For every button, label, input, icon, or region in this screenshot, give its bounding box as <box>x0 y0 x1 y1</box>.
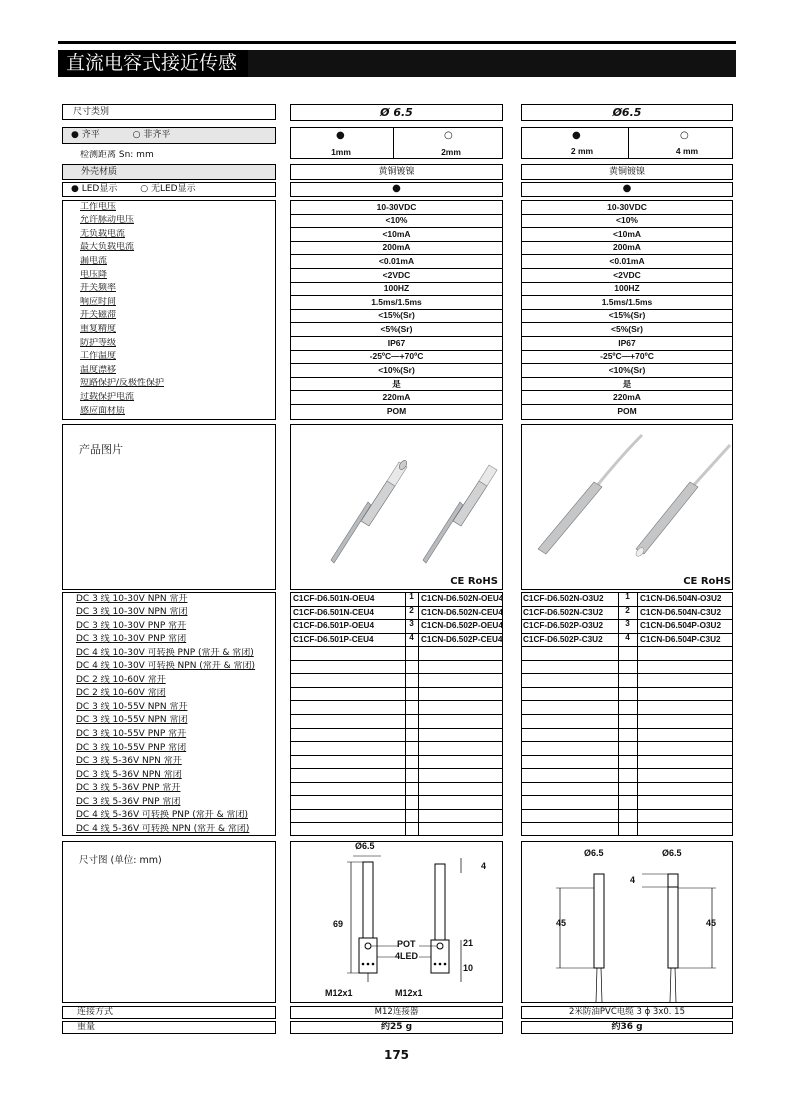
page-title: 直流电容式接近传感器 <box>58 50 248 77</box>
flush-row-label: ● 齐平 ○ 非齐平 <box>62 127 276 144</box>
col1-spec-value: <15%(Sr) <box>378 310 415 321</box>
col2-spec-value: 1.5ms/1.5ms <box>601 296 653 307</box>
col2-model-num: 3 <box>625 619 630 629</box>
col1-spec-value: <10%(Sr) <box>378 364 415 375</box>
col2-led <box>521 182 733 197</box>
col1-spec-value: 10-30VDC <box>376 201 417 212</box>
col2-dim-45-right: 45 <box>706 918 717 928</box>
row-divider <box>290 687 503 688</box>
row-divider <box>521 741 733 742</box>
row-divider <box>290 768 503 769</box>
row-divider <box>290 254 503 255</box>
row-divider <box>290 673 503 674</box>
hollow-dot-icon: ○ <box>680 130 689 141</box>
row-divider <box>521 350 733 351</box>
row-divider <box>290 377 503 378</box>
row-divider <box>290 728 503 729</box>
col1-model-num: 1 <box>409 592 414 601</box>
col-divider <box>618 592 619 836</box>
col1-led <box>290 182 503 197</box>
wiring-label: DC 3 线 10-30V PNP 常开 <box>76 620 187 631</box>
col2-model-num: 2 <box>625 605 630 615</box>
col1-dim-diameter: Ø6.5 <box>355 841 375 851</box>
row-divider <box>290 633 503 634</box>
col1-spec-value: 200mA <box>382 242 411 253</box>
housing-label: 外壳材质 <box>62 164 276 180</box>
row-divider <box>521 782 733 783</box>
col1-spec-value: <2VDC <box>382 269 411 280</box>
col2-spec-value: POM <box>617 405 637 416</box>
row-divider <box>521 673 733 674</box>
col1-dimension-drawing <box>291 842 502 1002</box>
col2-spec-value: <10mA <box>612 228 642 239</box>
sensor-cable-right <box>634 445 730 558</box>
spec-label: 短路保护/反极性保护 <box>80 378 165 389</box>
col2-model-a: C1CF-D6.502N-C3U2 <box>523 607 604 617</box>
row-divider <box>521 336 733 337</box>
col1-model-a: C1CF-D6.501N-OEU4 <box>293 594 375 603</box>
row-divider <box>290 336 503 337</box>
col1-model-num: 2 <box>409 605 414 615</box>
spec-label: 响应时间 <box>80 296 117 307</box>
wiring-label: DC 3 线 5-36V PNP 常闭 <box>76 796 181 807</box>
row-divider <box>290 322 503 323</box>
page-number: 175 <box>383 1048 410 1062</box>
ce-rohs-mark: CE RoHS <box>450 576 498 587</box>
col2-product-image <box>522 425 732 589</box>
col1-spec-value: <10mA <box>382 228 411 239</box>
wiring-label: DC 3 线 5-36V NPN 常闭 <box>76 769 182 780</box>
col1-spec-value: <10% <box>385 215 408 226</box>
led-row-label: ● LED显示 ○ 无LED显示 <box>62 182 276 197</box>
col2-spec-value: IP67 <box>618 337 636 348</box>
col1-model-b: C1CN-D6.502P-CEU4 <box>421 634 503 644</box>
wiring-label: DC 3 线 10-55V NPN 常开 <box>76 701 188 712</box>
wiring-label: DC 4 线 5-36V 可转换 NPN (常开 & 常闭) <box>76 823 250 834</box>
row-divider <box>290 741 503 742</box>
wiring-label: DC 3 线 10-30V PNP 常闭 <box>76 634 187 645</box>
col2-spec-value: 220mA <box>613 391 641 402</box>
col1-spec-value: IP67 <box>387 337 406 348</box>
row-divider <box>290 282 503 283</box>
col1-model-b: C1CN-D6.502P-OEU4 <box>421 621 503 631</box>
spec-label: 电压降 <box>80 269 108 280</box>
wiring-label: DC 3 线 5-36V NPN 常开 <box>76 756 182 767</box>
row-divider <box>521 809 733 810</box>
col1-dim-4: 4 <box>481 861 487 871</box>
filled-dot-icon: ● <box>572 130 581 141</box>
col1-model-a: C1CF-D6.501N-CEU4 <box>293 607 374 617</box>
col2-spec-value: <5%(Sr) <box>611 323 643 334</box>
wiring-label: DC 3 线 5-36V PNP 常开 <box>76 783 181 794</box>
col2-flush-box <box>521 127 733 159</box>
row-divider <box>290 700 503 701</box>
row-divider <box>290 714 503 715</box>
col1-flush-box <box>290 127 503 159</box>
spec-label: 开关频率 <box>80 283 117 294</box>
spec-label: 重复精度 <box>80 323 117 334</box>
row-divider <box>521 254 733 255</box>
col1-model-num: 4 <box>409 632 414 642</box>
col2-model-num: 4 <box>625 632 630 642</box>
weight-label: 重量 <box>62 1021 276 1034</box>
col2-model-num: 1 <box>625 592 630 601</box>
row-divider <box>290 619 503 620</box>
row-divider <box>290 350 503 351</box>
row-divider <box>521 363 733 364</box>
col1-distance-nonflush: 2mm <box>441 147 461 157</box>
col1-model-num: 3 <box>409 619 414 629</box>
spec-label: 允许脉动电压 <box>80 215 135 226</box>
col2-model-b: C1CN-D6.504N-O3U2 <box>640 594 722 603</box>
row-divider <box>290 241 503 242</box>
hollow-dot-icon: ○ <box>444 130 453 141</box>
col1-weight: 约25 g <box>290 1021 503 1034</box>
spec-label: 最大负载电流 <box>80 242 135 253</box>
title-bar-extension <box>248 50 736 77</box>
row-divider <box>290 809 503 810</box>
wiring-label: DC 3 线 10-55V PNP 常开 <box>76 729 187 739</box>
spec-label: 工作电压 <box>80 201 117 212</box>
row-divider <box>290 404 503 405</box>
dimension-label: 尺寸图 (单位: mm) <box>79 855 162 866</box>
row-divider <box>521 282 733 283</box>
row-divider <box>290 606 503 607</box>
col2-model-b: C1CN-D6.504N-C3U2 <box>640 607 721 617</box>
col1-spec-value: <0.01mA <box>378 255 415 266</box>
col1-spec-value: 220mA <box>382 391 411 402</box>
col2-weight: 约36 g <box>521 1021 733 1034</box>
col1-housing: 黄铜镀镍 <box>290 164 503 180</box>
col1-model-b: C1CN-D6.502N-OEU4 <box>421 594 503 603</box>
wiring-label: DC 3 线 10-30V NPN 常闭 <box>76 607 188 618</box>
filled-dot-icon: ● <box>71 184 79 194</box>
sensing-distance-label: 检测距离 Sn: mm <box>80 150 154 160</box>
row-divider <box>521 404 733 405</box>
col1-dim-m12-left: M12x1 <box>325 988 353 998</box>
col2-model-b: C1CN-D6.504P-C3U2 <box>640 634 721 644</box>
col2-dim-45-left: 45 <box>556 918 567 928</box>
col-divider <box>405 592 406 836</box>
col2-spec-value: <0.01mA <box>609 255 645 266</box>
row-divider <box>521 795 733 796</box>
spec-label: 防护等级 <box>80 337 117 348</box>
row-divider <box>521 268 733 269</box>
col2-dimension-box <box>521 841 733 1003</box>
col2-image-box <box>521 424 733 590</box>
row-divider <box>521 728 733 729</box>
connection-label: 连接方式 <box>62 1006 276 1019</box>
row-divider <box>521 822 733 823</box>
row-divider <box>290 227 503 228</box>
col1-distance-flush: 1mm <box>331 147 351 157</box>
col2-dimension-drawing <box>522 842 732 1002</box>
col2-spec-value: 10-30VDC <box>607 201 647 212</box>
filled-dot-icon: ● <box>71 130 79 140</box>
col2-distance-nonflush: 4 mm <box>675 146 699 156</box>
row-divider <box>521 755 733 756</box>
col2-spec-value: <15%(Sr) <box>608 310 646 321</box>
row-divider <box>521 322 733 323</box>
col2-distance-flush: 2 mm <box>570 146 594 156</box>
col2-spec-value: -25ºC—+70ºC <box>600 351 654 362</box>
col2-spec-value: <10%(Sr) <box>608 364 646 375</box>
row-divider <box>290 214 503 215</box>
row-divider <box>521 660 733 661</box>
spec-label: 漏电流 <box>80 255 108 266</box>
size-category-label: 尺寸类别 <box>62 104 276 120</box>
col1-model-b: C1CN-D6.502N-CEU4 <box>421 607 503 617</box>
row-divider <box>521 214 733 215</box>
wiring-label: DC 3 线 10-55V PNP 常闭 <box>76 742 187 753</box>
col2-dim-diameter-left: Ø6.5 <box>584 848 604 858</box>
col2-spec-value: 200mA <box>613 242 641 253</box>
col2-spec-value: 100HZ <box>614 283 640 294</box>
row-divider <box>290 646 503 647</box>
col2-size: Ø6.5 <box>521 104 733 121</box>
col2-connection: 2米防油PVC电缆 3 ϕ 3x0. 15 <box>521 1006 733 1019</box>
col1-dim-10: 10 <box>463 963 474 973</box>
col1-spec-value: <5%(Sr) <box>380 323 413 334</box>
row-divider <box>521 390 733 391</box>
col1-size: Ø 6.5 <box>290 104 503 121</box>
row-divider <box>521 700 733 701</box>
col1-spec-value: POM <box>386 405 407 416</box>
row-divider <box>290 755 503 756</box>
col2-dim-4: 4 <box>630 875 636 885</box>
wiring-label: DC 4 线 5-36V 可转换 PNP (常开 & 常闭) <box>76 810 249 821</box>
filled-dot-icon: ● <box>336 130 345 141</box>
col1-spec-value: 100HZ <box>383 283 410 294</box>
row-divider <box>290 268 503 269</box>
col1-model-a: C1CF-D6.501P-CEU4 <box>293 634 374 644</box>
wiring-label: DC 2 线 10-60V 常闭 <box>76 688 166 699</box>
spec-label: 无负载电流 <box>80 228 126 239</box>
sensor-right <box>423 465 497 563</box>
dimension-label-box <box>62 841 276 1003</box>
spec-label: 温度漂移 <box>80 364 117 375</box>
col1-dim-pot: POT <box>397 939 416 949</box>
hollow-dot-icon: ○ <box>140 184 149 194</box>
hollow-dot-icon: ○ <box>132 130 141 140</box>
row-divider <box>290 822 503 823</box>
wiring-label: DC 3 线 10-30V NPN 常开 <box>76 593 188 604</box>
col1-dimension-box <box>290 841 503 1003</box>
spec-label: 过载保护电流 <box>80 391 135 402</box>
col1-connection: M12连接器 <box>290 1006 503 1019</box>
spec-label: 工作温度 <box>80 351 117 362</box>
col2-spec-value: 是 <box>622 379 632 390</box>
col-divider <box>418 592 419 836</box>
col2-spec-value: <2VDC <box>613 269 641 280</box>
spec-label: 开关磁滞 <box>80 310 117 321</box>
col2-model-a: C1CF-D6.502P-C3U2 <box>523 634 603 644</box>
col2-model-a: C1CF-D6.502N-O3U2 <box>523 594 604 603</box>
wiring-label: DC 3 线 10-55V NPN 常闭 <box>76 715 188 726</box>
col2-housing: 黄铜镀镍 <box>521 164 733 180</box>
col1-spec-value: 1.5ms/1.5ms <box>371 296 422 307</box>
wiring-label: DC 4 线 10-30V 可转换 NPN (常开 & 常闭) <box>76 661 256 672</box>
col2-dim-diameter-right: Ø6.5 <box>662 848 682 858</box>
filled-dot-icon: ● <box>392 183 401 194</box>
sensor-cable-left <box>538 435 642 554</box>
ce-rohs-mark: CE RoHS <box>683 576 731 587</box>
row-divider <box>290 363 503 364</box>
product-image-label-box <box>62 424 276 590</box>
row-divider <box>290 782 503 783</box>
col2-model-a: C1CF-D6.502P-O3U2 <box>523 621 604 631</box>
row-divider <box>290 660 503 661</box>
row-divider <box>290 309 503 310</box>
row-divider <box>290 795 503 796</box>
row-divider <box>521 768 733 769</box>
spec-label: 感应面材质 <box>80 405 126 416</box>
wiring-label: DC 2 线 10-60V 常开 <box>76 674 166 685</box>
col1-dim-69: 69 <box>333 919 344 929</box>
col1-spec-value: -25ºC—+70ºC <box>369 351 424 362</box>
filled-dot-icon: ● <box>622 183 632 194</box>
row-divider <box>521 646 733 647</box>
col1-dim-led: 4LED <box>395 951 419 961</box>
row-divider <box>290 390 503 391</box>
row-divider <box>521 295 733 296</box>
row-divider <box>290 295 503 296</box>
row-divider <box>521 241 733 242</box>
col-divider <box>637 592 638 836</box>
row-divider <box>521 687 733 688</box>
col1-product-image <box>291 425 502 589</box>
col2-model-b: C1CN-D6.504P-O3U2 <box>640 621 721 631</box>
col1-dim-m12-right: M12x1 <box>395 988 423 998</box>
row-divider <box>521 377 733 378</box>
col1-image-box <box>290 424 503 590</box>
top-rule <box>58 41 736 44</box>
col2-spec-value: <10% <box>616 215 638 226</box>
wiring-label: DC 4 线 10-30V 可转换 PNP (常开 & 常闭) <box>76 647 254 658</box>
product-image-label: 产品图片 <box>79 443 123 456</box>
row-divider <box>521 309 733 310</box>
sensor-left <box>331 459 408 563</box>
col1-spec-value: 是 <box>392 379 401 390</box>
row-divider <box>521 227 733 228</box>
row-divider <box>521 714 733 715</box>
col1-model-a: C1CF-D6.501P-OEU4 <box>293 621 374 631</box>
col1-dim-21: 21 <box>463 938 474 948</box>
